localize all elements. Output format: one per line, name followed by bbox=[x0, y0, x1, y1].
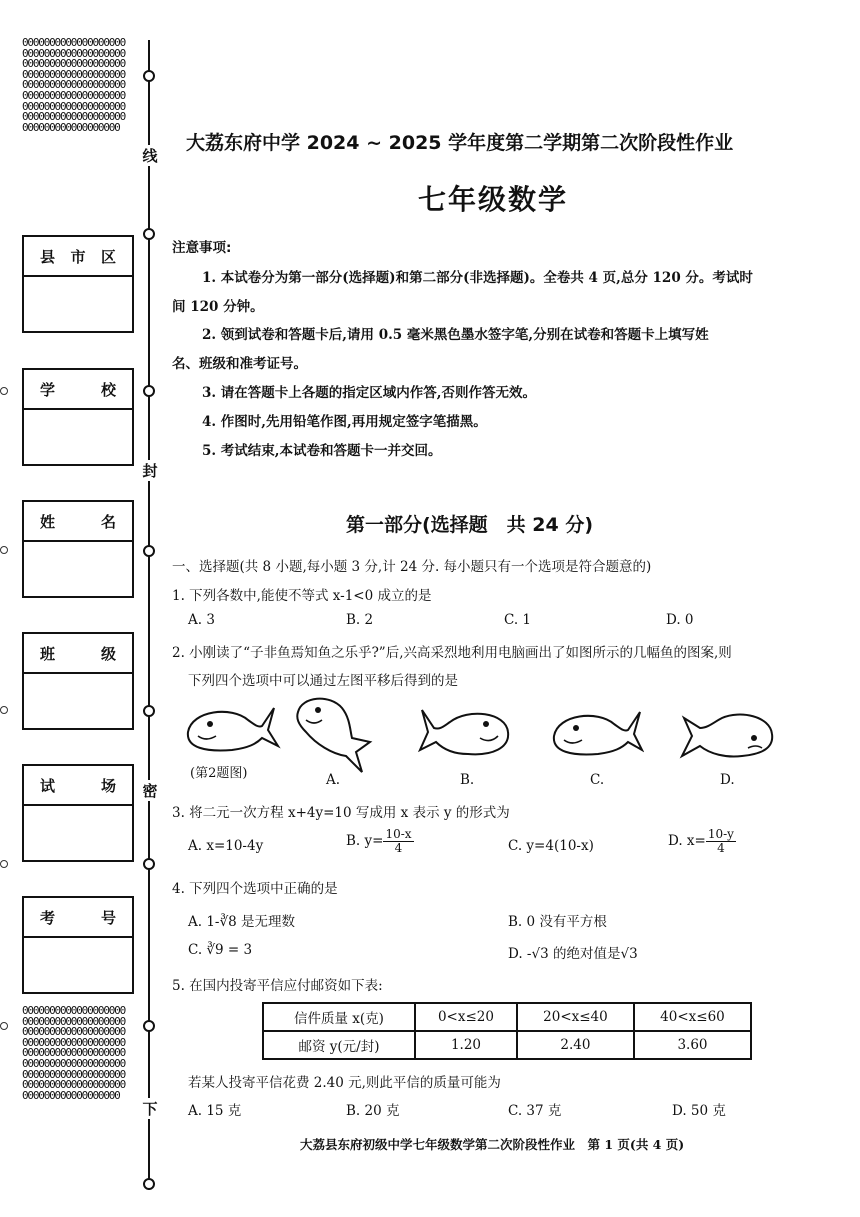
field-county-input[interactable] bbox=[24, 277, 132, 331]
q4-stem: 4. 下列四个选项中正确的是 bbox=[172, 881, 338, 897]
note-item: 4. 作图时,先用铅笔作图,再用规定签字笔描黑。 bbox=[202, 414, 487, 430]
seal-ring bbox=[143, 545, 155, 557]
field-room: 试 场 bbox=[22, 764, 134, 862]
seal-char-line: 线 bbox=[138, 145, 162, 166]
edge-ring bbox=[0, 860, 8, 868]
table-cell: 1.20 bbox=[415, 1031, 517, 1059]
q3-stem: 3. 将二元一次方程 x+4y=10 写成用 x 表示 y 的形式为 bbox=[172, 805, 510, 821]
subject-title: 七年级数学 bbox=[418, 183, 569, 216]
field-class: 班 级 bbox=[22, 632, 134, 730]
q2-option-a[interactable]: A. bbox=[326, 772, 341, 788]
page-footer: 大荔县东府初级中学七年级数学第二次阶段性作业 第 1 页(共 4 页) bbox=[300, 1137, 685, 1152]
field-exam-number-input[interactable] bbox=[24, 938, 132, 992]
field-exam-number: 考 号 bbox=[22, 896, 134, 994]
field-school-input[interactable] bbox=[24, 410, 132, 464]
seal-char-seal: 封 bbox=[138, 460, 162, 481]
seal-ring bbox=[143, 70, 155, 82]
seal-ring bbox=[143, 228, 155, 240]
q4-option-a[interactable]: A. 1-∛8 是无理数 bbox=[188, 914, 295, 930]
note-item: 1. 本试卷分为第一部分(选择题)和第二部分(非选择题)。全卷共 4 页,总分 120 分。考试时 bbox=[202, 270, 753, 286]
q2-stem-2: 下列四个选项中可以通过左图平移后得到的是 bbox=[188, 673, 458, 689]
dot-pattern-bottom: 00000000000000000000000000000000000000000000000000000000000000000000000000000000000000000000000000000000000000000000000000000000000000000000000000000000000000000000000000 bbox=[22, 1006, 126, 1102]
note-item: 2. 领到试卷和答题卡后,请用 0.5 毫米黑色墨水签字笔,分别在试卷和答题卡上填写姓 bbox=[202, 327, 709, 343]
field-class-input[interactable] bbox=[24, 674, 132, 728]
table-cell: 3.60 bbox=[634, 1031, 751, 1059]
q5-option-c[interactable]: C. 37 克 bbox=[508, 1103, 562, 1119]
q3-option-a[interactable]: A. x=10-4y bbox=[188, 838, 264, 854]
edge-ring bbox=[0, 546, 8, 554]
q3-option-b[interactable]: B. y= $\frac{10-x}{4}$ bbox=[346, 827, 412, 855]
table-cell: 邮资 y(元/封) bbox=[263, 1031, 415, 1059]
edge-ring bbox=[0, 1022, 8, 1030]
field-room-input[interactable] bbox=[24, 806, 132, 860]
q1-option-b[interactable]: B. 2 bbox=[346, 612, 374, 628]
part1-heading: 第一部分(选择题 共 24 分) bbox=[346, 514, 594, 536]
q5-option-d[interactable]: D. 50 克 bbox=[672, 1103, 726, 1119]
fish-option-d-icon[interactable] bbox=[678, 704, 778, 764]
fish-original-icon bbox=[182, 698, 282, 760]
seal-char-secret: 密 bbox=[138, 780, 162, 801]
seal-char-down: 下 bbox=[138, 1098, 162, 1119]
section-heading: 一、选择题(共 8 小题,每小题 3 分,计 24 分. 每小题只有一个选项是符合题意的) bbox=[172, 559, 652, 575]
q2-option-b[interactable]: B. bbox=[460, 772, 475, 788]
table-cell: 20<x≤40 bbox=[517, 1003, 634, 1031]
q5-follow: 若某人投寄平信花费 2.40 元,则此平信的质量可能为 bbox=[188, 1075, 501, 1091]
q5-stem: 5. 在国内投寄平信应付邮资如下表: bbox=[172, 978, 383, 994]
field-school: 学 校 bbox=[22, 368, 134, 466]
seal-ring bbox=[143, 858, 155, 870]
fish-option-a-icon[interactable] bbox=[292, 692, 376, 778]
fish-option-b-icon[interactable] bbox=[418, 702, 514, 762]
q1-option-d[interactable]: D. 0 bbox=[666, 612, 694, 628]
table-cell: 40<x≤60 bbox=[634, 1003, 751, 1031]
q5-option-a[interactable]: A. 15 克 bbox=[188, 1103, 242, 1119]
note-item: 5. 考试结束,本试卷和答题卡一并交回。 bbox=[202, 443, 442, 459]
seal-ring bbox=[143, 385, 155, 397]
postage-table bbox=[262, 1002, 752, 1060]
dot-pattern-top: 00000000000000000000000000000000000000000000000000000000000000000000000000000000000000000000000000000000000000000000000000000000000000000000000000000000000000000000000000 bbox=[22, 38, 126, 134]
table-row bbox=[263, 1031, 751, 1059]
q4-option-d[interactable]: D. -√3 的绝对值是√3 bbox=[508, 946, 638, 962]
q2-option-d[interactable]: D. bbox=[720, 772, 735, 788]
seal-ring bbox=[143, 1020, 155, 1032]
edge-ring bbox=[0, 706, 8, 714]
edge-ring bbox=[0, 387, 8, 395]
field-county: 县 市 区 bbox=[22, 235, 134, 333]
field-name: 姓 名 bbox=[22, 500, 134, 598]
q3-option-c[interactable]: C. y=4(10-x) bbox=[508, 838, 594, 854]
field-name-input[interactable] bbox=[24, 542, 132, 596]
q3-option-d[interactable]: D. x= $\frac{10-y}{4}$ bbox=[668, 827, 734, 855]
q4-option-b[interactable]: B. 0 没有平方根 bbox=[508, 914, 607, 930]
q1-option-a[interactable]: A. 3 bbox=[188, 612, 215, 628]
note-item: 间 120 分钟。 bbox=[172, 299, 264, 315]
q5-option-b[interactable]: B. 20 克 bbox=[346, 1103, 400, 1119]
seal-ring bbox=[143, 705, 155, 717]
q1-option-c[interactable]: C. 1 bbox=[504, 612, 532, 628]
table-cell: 0<x≤20 bbox=[415, 1003, 517, 1031]
q2-stem: 2. 小刚读了“子非鱼焉知鱼之乐乎?”后,兴高采烈地利用电脑画出了如图所示的几幅鱼的图案,则 bbox=[172, 645, 732, 661]
q2-caption: (第2题图) bbox=[190, 766, 248, 781]
q2-option-c[interactable]: C. bbox=[590, 772, 605, 788]
table-row bbox=[263, 1003, 751, 1031]
notes-heading: 注意事项: bbox=[172, 240, 232, 256]
note-item: 名、班级和准考证号。 bbox=[172, 356, 307, 372]
exam-title: 大荔东府中学 2024 ~ 2025 学年度第二学期第二次阶段性作业 bbox=[186, 132, 734, 154]
q1-stem: 1. 下列各数中,能使不等式 x-1<0 成立的是 bbox=[172, 588, 432, 604]
note-item: 3. 请在答题卡上各题的指定区域内作答,否则作答无效。 bbox=[202, 385, 536, 401]
table-cell: 信件质量 x(克) bbox=[263, 1003, 415, 1031]
seal-line bbox=[148, 40, 150, 1190]
table-cell: 2.40 bbox=[517, 1031, 634, 1059]
seal-ring bbox=[143, 1178, 155, 1190]
fish-option-c-icon[interactable] bbox=[548, 704, 644, 762]
q4-option-c[interactable]: C. ∛9 = 3 bbox=[188, 942, 253, 958]
